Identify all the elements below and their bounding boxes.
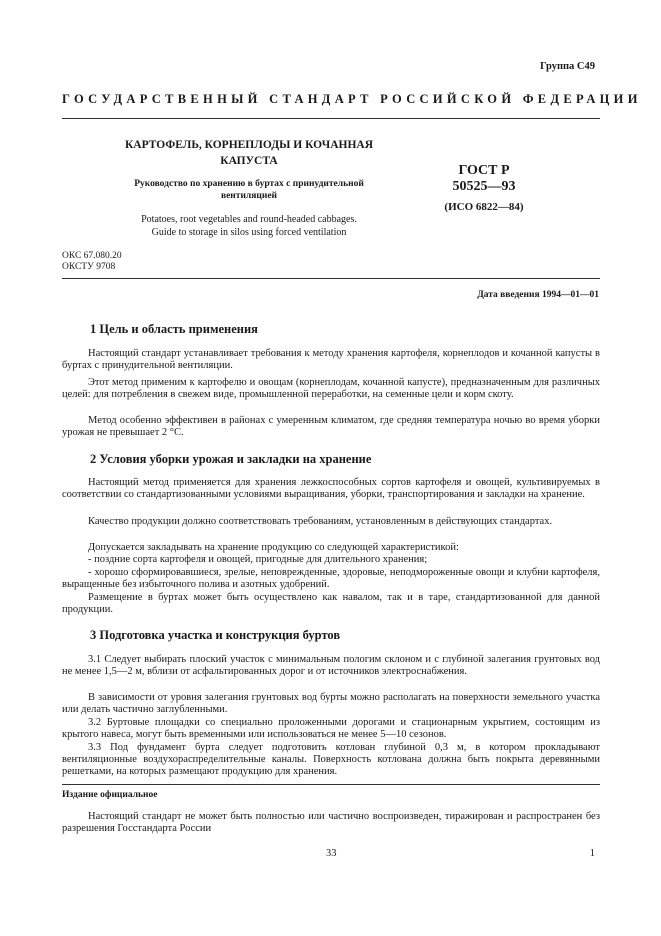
gost-designation: [432, 163, 536, 215]
section-1-heading: 1 Цель и область применения: [90, 322, 258, 336]
copyright-notice: Настоящий стандарт не может быть полностью или частично воспроизведен, тиражирован и распространен без разрешения Госстандарта России: [62, 811, 600, 834]
okstu-code: ОКСТУ 9708: [62, 262, 116, 272]
section-3-heading: 3 Подготовка участка и конструкция буртов: [90, 628, 341, 642]
gost-label: ГОСТ Р: [458, 163, 510, 178]
gost-number: 50525—93: [452, 179, 516, 194]
sheet-number: 1: [589, 848, 595, 859]
document-title-line-2: КАПУСТА: [220, 155, 278, 167]
official-edition-label: Издание официальное: [62, 790, 158, 800]
document-title: [66, 137, 432, 169]
english-title-line-2: Guide to storage in silos using forced ventilation: [151, 227, 347, 238]
oks-code: ОКС 67.080.20: [62, 251, 122, 261]
section-2-paragraph: Качество продукции должно соответствовать требованиям, установленным в действующих стандартах.: [88, 516, 553, 527]
document-subtitle: [66, 178, 432, 202]
document-subtitle-line-1: Руководство по хранению в буртах с принудительной: [134, 179, 364, 189]
group-label: Группа С49: [539, 61, 595, 72]
header-divider: [62, 118, 600, 119]
section-2-paragraph: Настоящий метод применяется для хранения лежкоспособных сортов картофеля и овощей, культивируемых в соответствии со стандартизованными условиями выращивания, уборки, транспортирования и закладки на хранение.: [62, 477, 600, 500]
document-title-line-1: КАРТОФЕЛЬ, КОРНЕПЛОДЫ И КОЧАННАЯ: [124, 139, 374, 151]
introduction-date: Дата введения 1994—01—01: [477, 290, 599, 300]
title-divider: [62, 278, 600, 279]
section-2-paragraph: Допускается закладывать на хранение продукцию со следующей характеристикой:: [88, 542, 459, 553]
section-3-paragraph: В зависимости от уровня залегания грунтовых вод бурты можно располагать на поверхности земельного участка или делать частично заглубленными.: [62, 692, 600, 715]
section-2-list-item: - поздние сорта картофеля и овощей, пригодные для длительного хранения;: [88, 554, 428, 565]
section-1-paragraph: Настоящий стандарт устанавливает требования к методу хранения картофеля, корнеплодов и кочанной капусты в буртах с принудительной вентиляции.: [62, 348, 600, 371]
iso-reference: (ИСО 6822—84): [444, 201, 524, 213]
section-3-paragraph: 3.2 Буртовые площадки со специально проложенными дорогами и стационарным укрытием, состоящим из крытого навеса, могут быть временными или использоваться не менее 5—10 сезонов.: [62, 717, 600, 740]
section-1-paragraph: Этот метод применим к картофелю и овощам (корнеплодам, кочанной капусте), предназначенным для различных целей: для потребления в свежем виде, промышленной переработки, на семенные цели и корм скоту.: [62, 377, 600, 400]
section-2-paragraph: Размещение в буртах может быть осуществлено как навалом, так и в таре, стандартизованной для данной продукции.: [62, 592, 600, 615]
section-3-paragraph: 3.3 Под фундамент бурта следует подготовить котлован глубиной 0,3 м, в котором прокладывают вентиляционные воздухораспределительные каналы. Поверхность котлована должна быть покрыта деревянными решетками, на которых размещают продукцию для хранения.: [62, 742, 600, 777]
english-title-line-1: Potatoes, root vegetables and round-headed cabbages.: [141, 214, 357, 225]
state-standard-title: ГОСУДАРСТВЕННЫЙ СТАНДАРТ РОССИЙСКОЙ ФЕДЕРАЦИИ: [62, 92, 642, 106]
classification-codes: [62, 251, 122, 273]
english-title: [66, 213, 432, 239]
page-number: 33: [326, 848, 337, 859]
section-2-heading: 2 Условия уборки урожая и закладки на хранение: [90, 452, 372, 466]
document-subtitle-line-2: вентиляцией: [220, 191, 278, 201]
section-1-paragraph: Метод особенно эффективен в районах с умеренным климатом, где средняя температура ночью во время уборки урожая не превышает 2 °С.: [62, 415, 600, 438]
footer-divider: [62, 784, 600, 785]
section-3-paragraph: 3.1 Следует выбирать плоский участок с минимальным пологим склоном и с глубиной залегания грунтовых вод не менее 1,5—2 м, вблизи от асфальтированных дорог и от источников электроснабжения.: [62, 654, 600, 677]
section-2-list-item: - хорошо сформировавшиеся, зрелые, неповрежденные, здоровые, неподмороженные овощи и клубни картофеля, выращенные без избыточного полива и азотных удобрений.: [62, 567, 600, 590]
